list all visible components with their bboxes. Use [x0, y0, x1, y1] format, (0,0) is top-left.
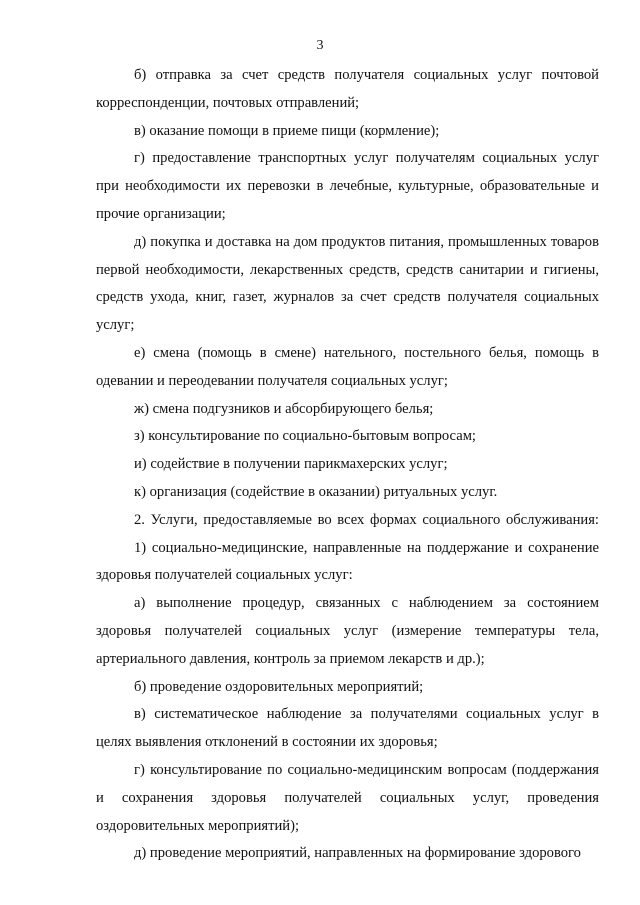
document-body — [96, 62, 599, 868]
paragraph-g-medical-consulting: г) консультирование по социально-медицинским вопросам (поддержания и сохранения здоровья получателей социальных услуг, проведения оздоровительных мероприятий); — [96, 761, 599, 834]
paragraph-b-postal: б) отправка за счет средств получателя социальных услуг почтовой корреспонденции, почтовых отправлений; — [96, 67, 599, 111]
paragraph-g-transport: г) предоставление транспортных услуг получателям социальных услуг при необходимости их перевозки в лечебные, культурные, образовательные и прочие организации; — [96, 150, 599, 222]
paragraph-d-shopping: д) покупка и доставка на дом продуктов питания, промышленных товаров первой необходимости, лекарственных средств, средств санитарии и гигиены, средств ухода, книг, газет, журналов за счет средств получателя социальных услуг; — [96, 233, 599, 334]
paragraph-item-1-medical: 1) социально-медицинские, направленные на поддержание и сохранение здоровья получателей социальных услуг: — [96, 539, 599, 584]
paragraph-v-monitoring: в) систематическое наблюдение за получателями социальных услуг в целях выявления отклонений в состоянии их здоровья; — [96, 706, 599, 751]
paragraph-d-healthy-lifestyle: д) проведение мероприятий, направленных на формирование здорового — [134, 845, 581, 862]
page-number: 3 — [316, 38, 324, 53]
paragraph-b-wellness: б) проведение оздоровительных мероприятий; — [134, 678, 424, 695]
paragraph-k-ritual: к) организация (содействие в оказании) ритуальных услуг. — [134, 483, 498, 500]
paragraph-v-feeding: в) оказание помощи в приеме пищи (кормление); — [134, 122, 440, 139]
paragraph-zh-diapers: ж) смена подгузников и абсорбирующего белья; — [134, 400, 434, 417]
paragraph-section-2: 2. Услуги, предоставляемые во всех формах социального обслуживания: — [134, 511, 599, 528]
paragraph-a-procedures: а) выполнение процедур, связанных с наблюдением за состоянием здоровья получателей социальных услуг (измерение температуры тела, артериального давления, контроль за приемом лекарств и др.); — [96, 595, 599, 667]
paragraph-e-linen: е) смена (помощь в смене) нательного, постельного белья, помощь в одевании и переодевании получателя социальных услуг; — [96, 344, 599, 389]
paragraph-z-consulting: з) консультирование по социально-бытовым вопросам; — [134, 428, 476, 445]
paragraph-i-hairdressing: и) содействие в получении парикмахерских услуг; — [134, 456, 448, 473]
